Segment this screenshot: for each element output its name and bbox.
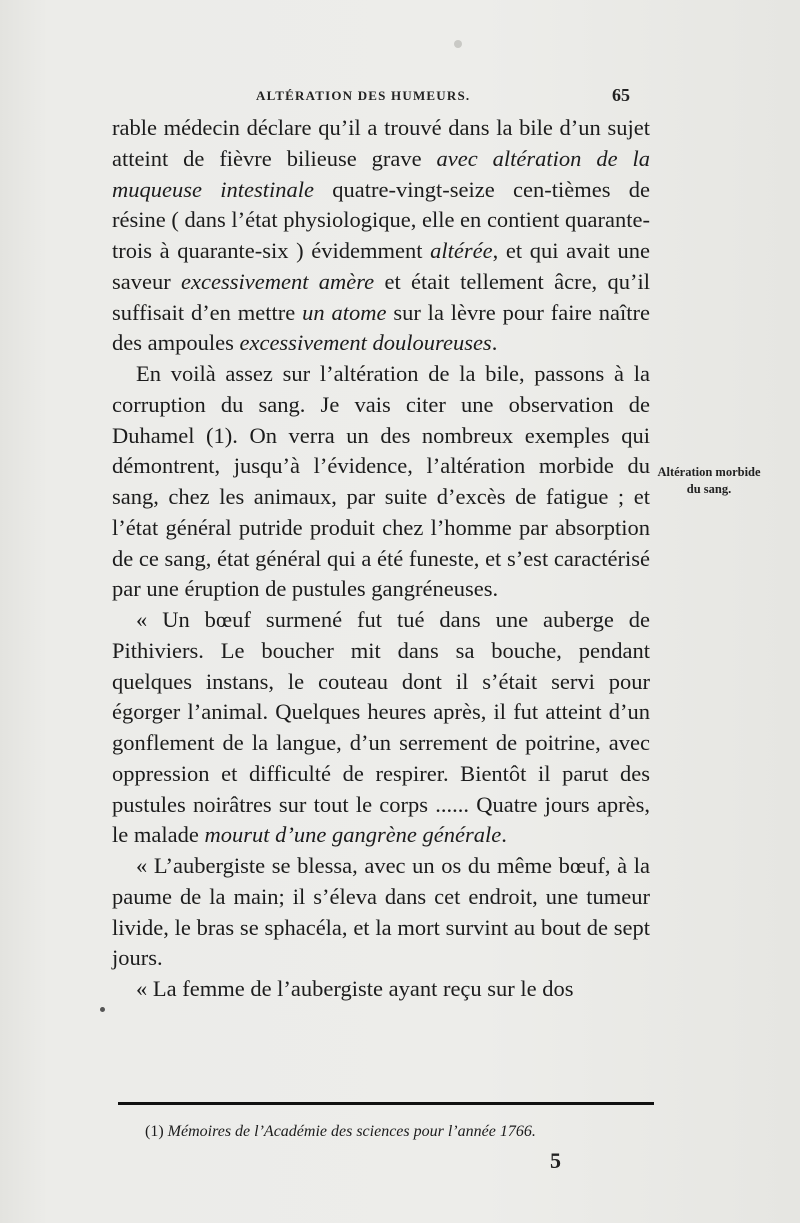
italic-segment: altérée	[430, 238, 493, 263]
ink-blot	[454, 40, 462, 48]
paragraph-4: « L’aubergiste se blessa, avec un os du même bœuf, à la paume de la main; il s’éleva dans cet endroit, une tumeur livide, le bras se sphacéla, et la mort survint au bout de sept jours.	[112, 853, 650, 971]
text-segment	[374, 269, 384, 294]
italic-segment: mourut d’une gangrène générale	[204, 822, 502, 848]
paragraph-1	[112, 113, 650, 359]
text-segment: contient quarante-trois à quarante-six ) évidemment	[112, 207, 650, 263]
paragraph-5: « La femme de l’aubergiste ayant reçu sur le dos	[136, 976, 574, 1001]
paragraph-3	[112, 605, 650, 851]
footnote-rule	[118, 1102, 654, 1105]
text-segment: sujet atteint de fièvre bilieuse grave	[112, 115, 650, 171]
text-segment: rable médecin déclare qu’il a trouvé dans la bile d’un	[112, 115, 608, 140]
italic-segment: un atome	[302, 299, 387, 325]
paragraph-2: En voilà assez sur l’altération de la bile, passons à la corruption du sang. Je vais citer une observation de Duhamel (1). On verra un des nombreux exemples qui démontrent, jusqu’à l’évidence, l’altération morbide du sang, chez les animaux, par suite d’excès de fatigue ; et l’état général putride produit chez l’homme par absorption de ce sang, état général qui a été funeste, et s’est caractérisé par une éruption de pustules gangréneuses.	[112, 361, 650, 602]
text-segment: .	[491, 330, 498, 356]
main-text	[112, 113, 650, 1005]
italic-segment: avec altération	[436, 145, 582, 171]
footnote-text: Mémoires de l’Académie des sciences pour l’année 1766.	[167, 1123, 536, 1140]
page-number: 65	[612, 85, 630, 105]
text-segment: tièmes de résine ( dans l’état physiologique, elle en	[112, 176, 650, 233]
italic-segment: de la muqueuse intestinale	[112, 145, 651, 202]
italic-segment: excessivement amère	[181, 268, 375, 294]
text-segment: sur la lèvre pour faire naître des ampoules	[112, 299, 650, 356]
signature-mark: 5	[550, 1148, 561, 1173]
italic-segment: excessivement douloureuses	[239, 330, 492, 356]
text-segment: et était tellement âcre, qu’il suffisait d’en mettre	[112, 268, 650, 325]
text-segment: , et qui avait une saveur	[112, 238, 650, 294]
running-title: ALTÉRATION DES HUMEURS.	[256, 88, 471, 103]
text-segment: « Un bœuf surmené fut tué dans une auberge de Pithiviers. Le boucher mit dans sa bouche, pendant quelques instans, le couteau dont il s’était servi pour égorger l’animal. Quelques heures après, il fut atteint d’un gonflement de la langue, d’un serrement de poitrine, avec oppression et difficulté de respirer. Bientôt il parut des pustules noirâtres sur tout le corps ...... Quatre jours après, le malade	[112, 607, 650, 848]
stray-dot	[100, 1007, 105, 1012]
text-segment: quatre-vingt-seize cen-	[314, 176, 552, 202]
footnote-number: (1)	[145, 1123, 164, 1140]
text-segment: .	[501, 822, 507, 848]
margin-note: Altération morbide du sang.	[657, 465, 761, 496]
footnote	[145, 1123, 536, 1141]
